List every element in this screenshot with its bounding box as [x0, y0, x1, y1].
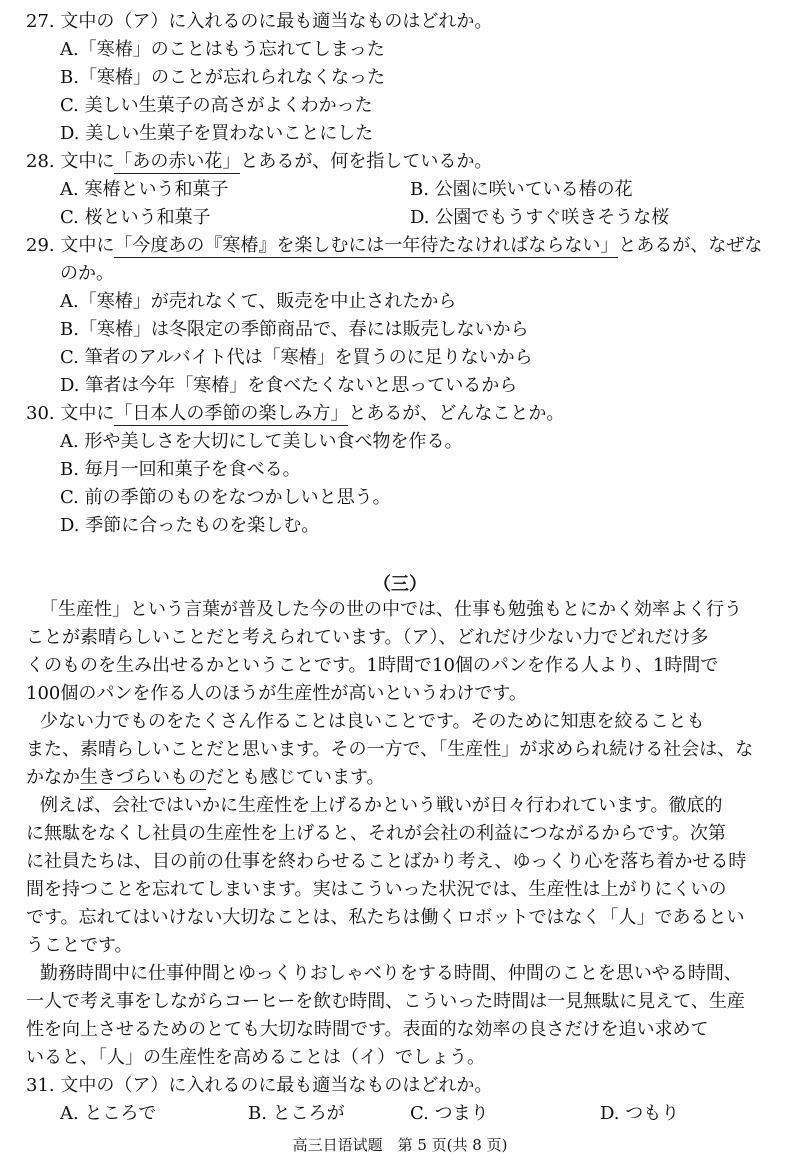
q30-stem-pre: 30. 文中に — [26, 403, 115, 424]
q28-option-b: B. 公園に咲いている椿の花 — [410, 179, 633, 200]
passage-line: です。忘れてはいけない大切なことは、私たちは働くロボットではなく「人」であるとい — [26, 907, 745, 928]
section-title: （三） — [373, 574, 427, 595]
q30-option-a: A. 形や美しさを大切にして美しい食べ物を作る。 — [60, 431, 463, 452]
q27-option-c: C. 美しい生菓子の高さがよくわかった — [60, 95, 373, 116]
passage-line: いると、「人」の生産性を高めることは（イ）でしょう。 — [26, 1047, 485, 1068]
passage-line: 100個のパンを作る人のほうが生産性が高いというわけです。 — [26, 683, 527, 704]
passage-line: 勤務時間中に仕事仲間とゆっくりおしゃべりをする時間、仲間のことを思いやる時間、 — [40, 963, 742, 984]
q28-option-d: D. 公園でもうすぐ咲きそうな桜 — [410, 207, 670, 228]
passage-line: 例えば、会社ではいかに生産性を上げるかという戦いが日々行われています。徹底的 — [40, 795, 723, 816]
passage-line: に社員たちは、目の前の仕事を終わらせることばかり考え、ゆっくり心を落ち着かせる時 — [26, 851, 747, 872]
q31-option-d: D. つもり — [600, 1103, 680, 1124]
q28-option-c: C. 桜という和菓子 — [60, 207, 211, 228]
q30-underlined-phrase: 「日本人の季節の楽しみ方」 — [114, 403, 349, 424]
q29-stem-pre: 29. 文中に — [26, 235, 115, 256]
q29-stem-continued: のか。 — [60, 263, 114, 284]
q31-option-b: B. ところが — [248, 1103, 345, 1124]
q28-stem-pre: 28. 文中に — [26, 151, 115, 172]
q30-stem — [26, 402, 564, 426]
q29-option-b: B.「寒椿」は冬限定の季節商品で、春には販売しないから — [60, 319, 529, 340]
passage-line: ことが素晴らしいことだと考えられています。（ア）、どれだけ少ない力でどれだけ多 — [26, 627, 709, 648]
q29-option-a: A.「寒椿」が売れなくて、販売を中止されたから — [60, 291, 457, 312]
q29-stem-post: とあるが、なぜな — [618, 235, 763, 256]
passage-line: 性を向上させるためのとても大切な時間です。表面的な効率の良さだけを追い求めて — [26, 1019, 709, 1040]
q27-option-d: D. 美しい生菓子を買わないことにした — [60, 123, 374, 144]
q29-underlined-phrase: 「今度あの『寒椿』を楽しむには一年待たなければならない」 — [114, 235, 619, 256]
passage-line: 少ない力でものをたくさん作ることは良いことです。そのために知恵を絞ることも — [40, 711, 705, 732]
q27-stem: 27. 文中の（ア）に入れるのに最も適当なものはどれか。 — [26, 11, 493, 32]
q31-option-c: C. つまり — [410, 1103, 489, 1124]
passage-line: に無駄をなくし社員の生産性を上げると、それが会社の利益につながるからです。次第 — [26, 823, 727, 844]
q30-option-b: B. 毎月一回和菓子を食べる。 — [60, 459, 301, 480]
q30-option-c: C. 前の季節のものをなつかしいと思う。 — [60, 487, 391, 508]
q30-stem-post: とあるが、どんなことか。 — [348, 403, 565, 424]
passage-underlined-phrase: 生きづらいもの — [80, 767, 206, 788]
page-footer: 高三日语试题 第 5 页(共 8 页) — [292, 1136, 508, 1154]
q31-stem: 31. 文中の（ア）に入れるのに最も適当なものはどれか。 — [26, 1075, 493, 1096]
q31-option-a: A. ところで — [60, 1103, 157, 1124]
q28-stem-post: とあるが、何を指しているか。 — [240, 151, 493, 172]
passage-line: 間を持つことを忘れてしまいます。実はこういった状況では、生産性は上がりにくいの — [26, 879, 727, 900]
passage-line: くのものを生み出せるかということです。1時間で10個のパンを作る人より、1時間で — [26, 655, 719, 676]
passage-line: 「生産性」という言葉が普及した今の世の中では、仕事も勉強もとにかく効率よく行う — [40, 599, 742, 620]
q29-option-d: D. 筆者は今年「寒椿」を食べたくないと思っているから — [60, 375, 518, 396]
q29-option-c: C. 筆者のアルバイト代は「寒椿」を買うのに足りないから — [60, 347, 533, 368]
passage-line: うことです。 — [26, 935, 133, 956]
q28-underlined-phrase: 「あの赤い花」 — [114, 151, 241, 172]
q27-option-b: B.「寒椿」のことが忘れられなくなった — [60, 67, 385, 88]
q28-option-a: A. 寒椿という和菓子 — [60, 179, 229, 200]
passage-line: 一人で考え事をしながらコーヒーを飲む時間、こういった時間は一見無駄に見えて、生産 — [26, 991, 745, 1012]
passage-line: また、素晴らしいことだと思います。その一方で、「生産性」が求められ続ける社会は、な — [26, 739, 754, 760]
q27-option-a: A.「寒椿」のことはもう忘れてしまった — [60, 39, 385, 60]
q29-stem — [26, 234, 762, 258]
q30-option-d: D. 季節に合ったものを楽しむ。 — [60, 515, 320, 536]
passage-text: かなか — [26, 767, 80, 788]
passage-text: だとも感じています。 — [206, 767, 385, 788]
passage-line — [26, 766, 385, 790]
q28-stem — [26, 150, 492, 174]
